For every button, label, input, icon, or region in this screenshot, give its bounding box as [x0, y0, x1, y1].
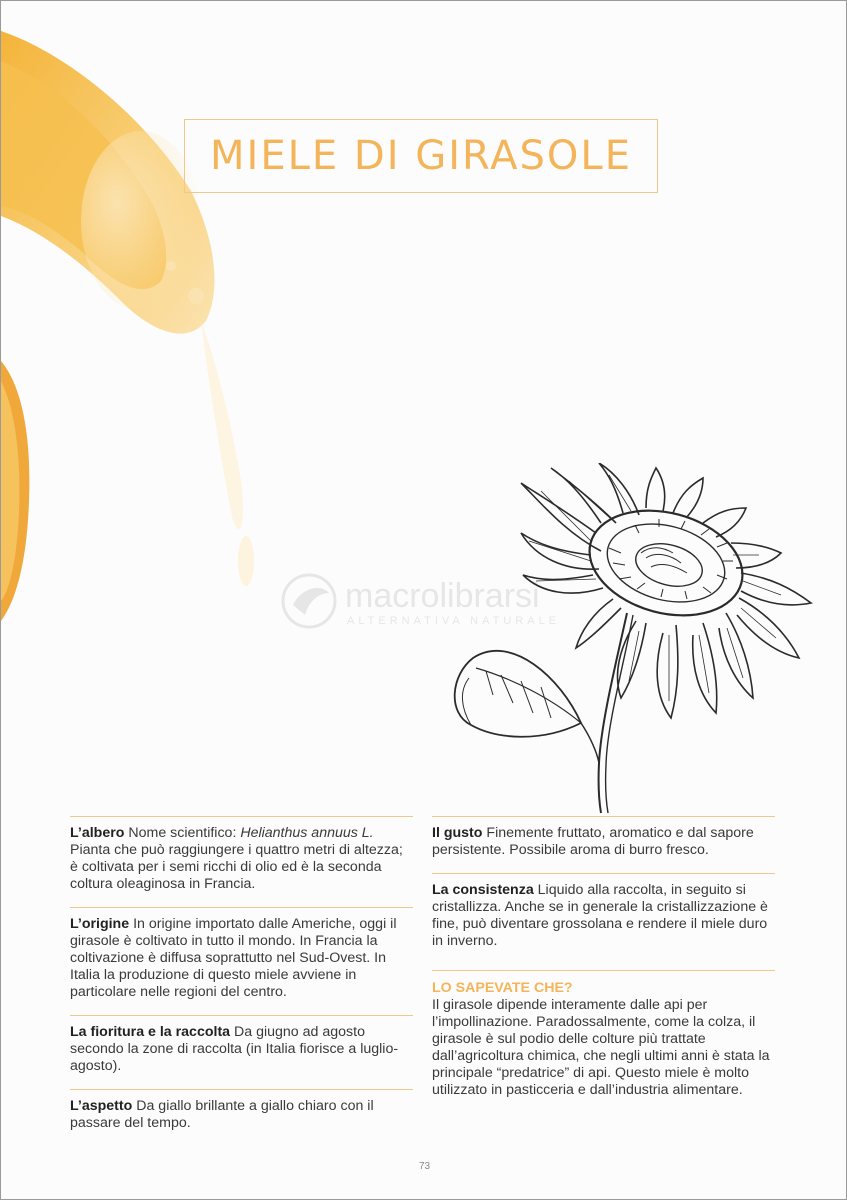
did-you-know-text: Il girasole dipende interamente dalle api per l’impollinazione. Paradossalmente, come la colza, il girasole è sul podio delle colture più trattate dall’agricoltura chimica, che negli ultimi anni è stata la principale “predatrice” di api. Questo miele è molto utilizzato in pasticceria e dall’industria alimentare. — [432, 997, 770, 1098]
entry-heading: L’aspetto — [70, 1098, 133, 1114]
title-frame — [184, 119, 658, 193]
page-title: MIELE DI GIRASOLE — [210, 133, 632, 179]
honey-drop-edge — [1, 361, 41, 621]
watermark-tagline: ALTERNATIVA NATURALE — [347, 615, 561, 627]
entry-heading: La fioritura e la raccolta — [70, 1024, 231, 1040]
entry-text: Nome scientifico: — [128, 825, 241, 841]
entry-consistenza — [432, 873, 775, 964]
entry-origine — [70, 907, 413, 1015]
entry-text: Liquido alla raccolta, in seguito si cristallizza. Anche se in generale la cristallizzazione è fine, può diventare grossolana e rendere il miele duro in inverno. — [432, 882, 768, 949]
entry-fioritura — [70, 1015, 413, 1089]
did-you-know-heading: LO SAPEVATE CHE? — [432, 980, 573, 996]
entry-heading: Il gusto — [432, 825, 483, 841]
entry-text: Da giugno ad agosto secondo la zone di raccolta (in Italia fiorisce a luglio-agosto). — [70, 1024, 399, 1074]
watermark-logo-icon — [279, 571, 339, 631]
watermark-logo-text: macrolibrarsi — [345, 577, 540, 615]
entry-text: Pianta che può raggiungere i quattro metri di altezza; è coltivata per i semi ricchi di olio ed è la seconda coltura oleaginosa in Francia. — [70, 842, 403, 892]
entry-aspetto — [70, 1089, 413, 1146]
sunflower-illustration — [441, 463, 831, 818]
did-you-know-box — [432, 970, 775, 1113]
left-column — [70, 816, 413, 1146]
entry-albero — [70, 816, 413, 907]
entry-gusto — [432, 816, 775, 873]
entry-heading: L’albero — [70, 825, 125, 841]
entry-text: Finemente fruttato, aromatico e dal sapore persistente. Possibile aroma di burro fresco. — [432, 825, 754, 858]
entry-text: In origine importato dalle Americhe, oggi il girasole è coltivato in tutto il mondo. In Francia la coltivazione è diffusa soprattutto nel Sud-Ovest. In Italia la produzione di questo miele avviene in particolare nelle regioni del centro. — [70, 916, 397, 1000]
entry-heading: La consistenza — [432, 882, 534, 898]
right-column — [432, 816, 775, 1113]
entry-heading: L’origine — [70, 916, 130, 932]
page-number: 73 — [418, 1161, 431, 1172]
entry-text: Da giallo brillante a giallo chiaro con il passare del tempo. — [70, 1098, 374, 1131]
scientific-name: Helianthus annuus L. — [240, 825, 374, 841]
